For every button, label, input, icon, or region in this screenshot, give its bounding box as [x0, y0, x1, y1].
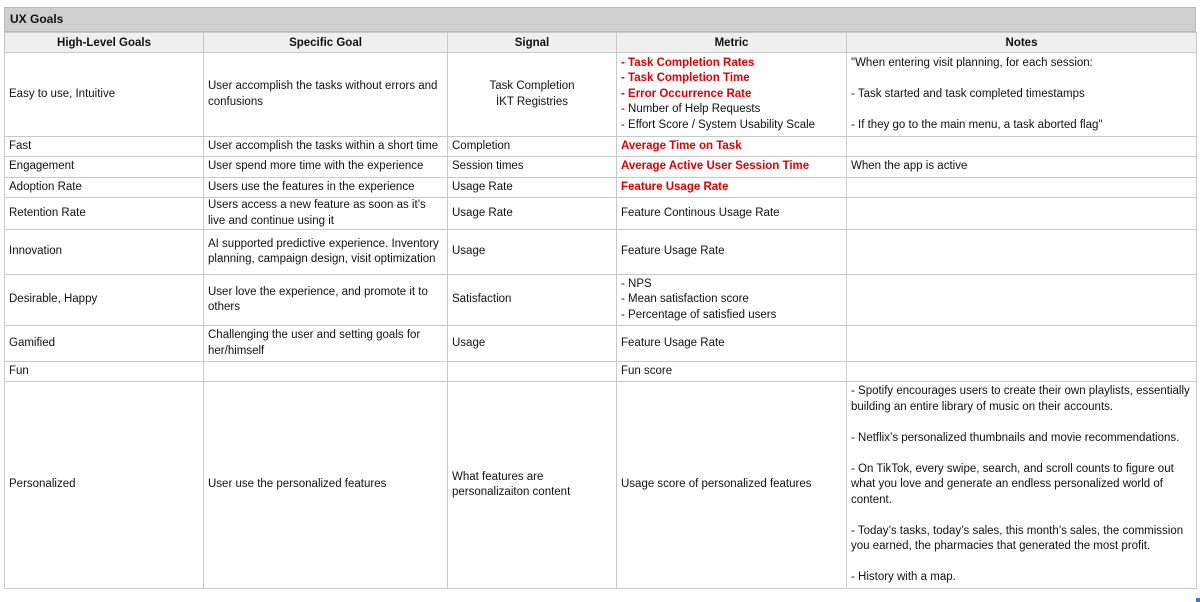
- table-row: [5, 198, 1197, 230]
- table-row: [5, 178, 1197, 198]
- note-line: [851, 415, 1192, 431]
- header-specific-goal[interactable]: Specific Goal: [204, 33, 448, 53]
- signal-line: İKT Registries: [495, 95, 568, 108]
- metric-cell[interactable]: [617, 137, 847, 157]
- metric-line: - Number of Help Requests: [621, 103, 761, 116]
- table-row: [5, 326, 1197, 362]
- notes-cell[interactable]: [847, 178, 1197, 198]
- metric-cell[interactable]: [617, 230, 847, 275]
- metric-line: - Mean satisfaction score: [621, 293, 749, 306]
- notes-cell[interactable]: [847, 326, 1197, 362]
- sheet-title: UX Goals: [4, 7, 1196, 32]
- table-row: [5, 137, 1197, 157]
- goal-cell[interactable]: Engagement: [5, 157, 204, 178]
- header-notes[interactable]: Notes: [847, 33, 1197, 53]
- note-line: "When entering visit planning, for each session:: [851, 56, 1093, 69]
- signal-line: Satisfaction: [452, 293, 512, 306]
- note-line: [851, 446, 1192, 462]
- signal-cell[interactable]: [448, 157, 617, 178]
- signal-line: Task Completion: [489, 80, 575, 92]
- metric-line: Average Active User Session Time: [621, 160, 810, 173]
- metric-line: Feature Continous Usage Rate: [621, 206, 780, 219]
- metric-line: - Error Occurrence Rate: [621, 87, 752, 100]
- specific-goal-cell[interactable]: User use the personalized features: [204, 382, 448, 589]
- signal-cell[interactable]: [448, 178, 617, 198]
- note-line: [851, 508, 1192, 524]
- signal-line: What features are personalizaiton content: [452, 470, 571, 498]
- signal-cell[interactable]: [448, 362, 617, 382]
- notes-cell[interactable]: [847, 275, 1197, 326]
- signal-cell[interactable]: [448, 53, 617, 137]
- signal-cell[interactable]: [448, 230, 617, 275]
- specific-goal-cell[interactable]: AI supported predictive experience. Inventory planning, campaign design, visit optimization: [204, 230, 448, 275]
- note-line: When the app is active: [851, 160, 968, 173]
- note-line: - If they go to the main menu, a task aborted flag": [851, 118, 1103, 131]
- signal-line: Usage: [452, 336, 486, 349]
- note-line: [851, 555, 1192, 571]
- note-line: - Task started and task completed timestamps: [851, 87, 1085, 100]
- metric-cell[interactable]: [617, 382, 847, 589]
- signal-line: Completion: [452, 139, 511, 152]
- ux-goals-table: [4, 32, 1197, 589]
- header-high-level-goals[interactable]: High-Level Goals: [5, 33, 204, 53]
- metric-line: Feature Usage Rate: [621, 245, 725, 258]
- header-metric[interactable]: Metric: [617, 33, 847, 53]
- table-row: [5, 230, 1197, 275]
- notes-cell[interactable]: [847, 157, 1197, 178]
- specific-goal-cell[interactable]: Users access a new feature as soon as it’s live and continue using it: [204, 198, 448, 230]
- specific-goal-cell[interactable]: Users use the features in the experience: [204, 178, 448, 198]
- goal-cell[interactable]: Innovation: [5, 230, 204, 275]
- goal-cell[interactable]: Desirable, Happy: [5, 275, 204, 326]
- metric-line: Feature Usage Rate: [621, 180, 729, 193]
- note-line: - Spotify encourages users to create their own playlists, essentially building an entire library of music on their accounts.: [851, 385, 1190, 413]
- metric-cell[interactable]: [617, 275, 847, 326]
- signal-cell[interactable]: [448, 326, 617, 362]
- fill-handle[interactable]: [1196, 598, 1200, 602]
- specific-goal-cell[interactable]: [204, 362, 448, 382]
- metric-cell[interactable]: [617, 362, 847, 382]
- signal-line: Usage Rate: [452, 180, 513, 193]
- metric-cell[interactable]: [617, 326, 847, 362]
- note-line: - Today’s tasks, today’s sales, this month’s sales, the commission you earned, the pharmacies that generated the most profit.: [851, 524, 1184, 553]
- table-row: [5, 275, 1197, 326]
- goal-cell[interactable]: Adoption Rate: [5, 178, 204, 198]
- table-row: [5, 53, 1197, 137]
- metric-line: - Task Completion Rates: [621, 56, 755, 69]
- signal-line: Session times: [452, 160, 524, 173]
- note-line: - Netflix’s personalized thumbnails and movie recommendations.: [851, 431, 1180, 444]
- notes-cell[interactable]: [847, 382, 1197, 589]
- metric-line: Feature Usage Rate: [621, 336, 725, 349]
- signal-cell[interactable]: [448, 137, 617, 157]
- specific-goal-cell[interactable]: User accomplish the tasks within a short time: [204, 137, 448, 157]
- notes-cell[interactable]: [847, 230, 1197, 275]
- signal-cell[interactable]: [448, 382, 617, 589]
- header-signal[interactable]: Signal: [448, 33, 617, 53]
- signal-line: Usage: [452, 245, 486, 258]
- signal-cell[interactable]: [448, 275, 617, 326]
- metric-cell[interactable]: [617, 178, 847, 198]
- specific-goal-cell[interactable]: User love the experience, and promote it to others: [204, 275, 448, 326]
- metric-cell[interactable]: [617, 53, 847, 137]
- note-line: - On TikTok, every swipe, search, and scroll counts to figure out what you love and generate an endless personalized world of content.: [851, 462, 1174, 506]
- specific-goal-cell[interactable]: User spend more time with the experience: [204, 157, 448, 178]
- notes-cell[interactable]: [847, 53, 1197, 137]
- goal-cell[interactable]: Retention Rate: [5, 198, 204, 230]
- metric-cell[interactable]: [617, 198, 847, 230]
- metric-line: - Effort Score / System Usability Scale: [621, 118, 816, 131]
- metric-line: - NPS: [621, 277, 652, 290]
- metric-line: - Task Completion Time: [621, 72, 750, 85]
- table-row: [5, 362, 1197, 382]
- goal-cell[interactable]: Fast: [5, 137, 204, 157]
- note-line: - History with a map.: [851, 571, 956, 584]
- metric-line: Fun score: [621, 364, 673, 377]
- signal-line: Usage Rate: [452, 206, 513, 219]
- table-row: [5, 382, 1197, 589]
- notes-cell[interactable]: [847, 137, 1197, 157]
- note-line: [851, 102, 1192, 118]
- metric-line: Usage score of personalized features: [621, 478, 812, 491]
- specific-goal-cell[interactable]: User accomplish the tasks without errors and confusions: [204, 53, 448, 137]
- metric-cell[interactable]: [617, 157, 847, 178]
- notes-cell[interactable]: [847, 198, 1197, 230]
- table-row: [5, 157, 1197, 178]
- specific-goal-cell[interactable]: Challenging the user and setting goals for her/himself: [204, 326, 448, 362]
- goal-cell[interactable]: Fun: [5, 362, 204, 382]
- notes-cell[interactable]: [847, 362, 1197, 382]
- note-line: [851, 71, 1192, 87]
- metric-line: - Percentage of satisfied users: [621, 308, 777, 321]
- goal-cell[interactable]: Easy to use, Intuitive: [5, 53, 204, 137]
- goal-cell[interactable]: Gamified: [5, 326, 204, 362]
- goal-cell[interactable]: Personalized: [5, 382, 204, 589]
- header-row: [5, 33, 1197, 53]
- metric-line: Average Time on Task: [621, 139, 742, 152]
- signal-cell[interactable]: [448, 198, 617, 230]
